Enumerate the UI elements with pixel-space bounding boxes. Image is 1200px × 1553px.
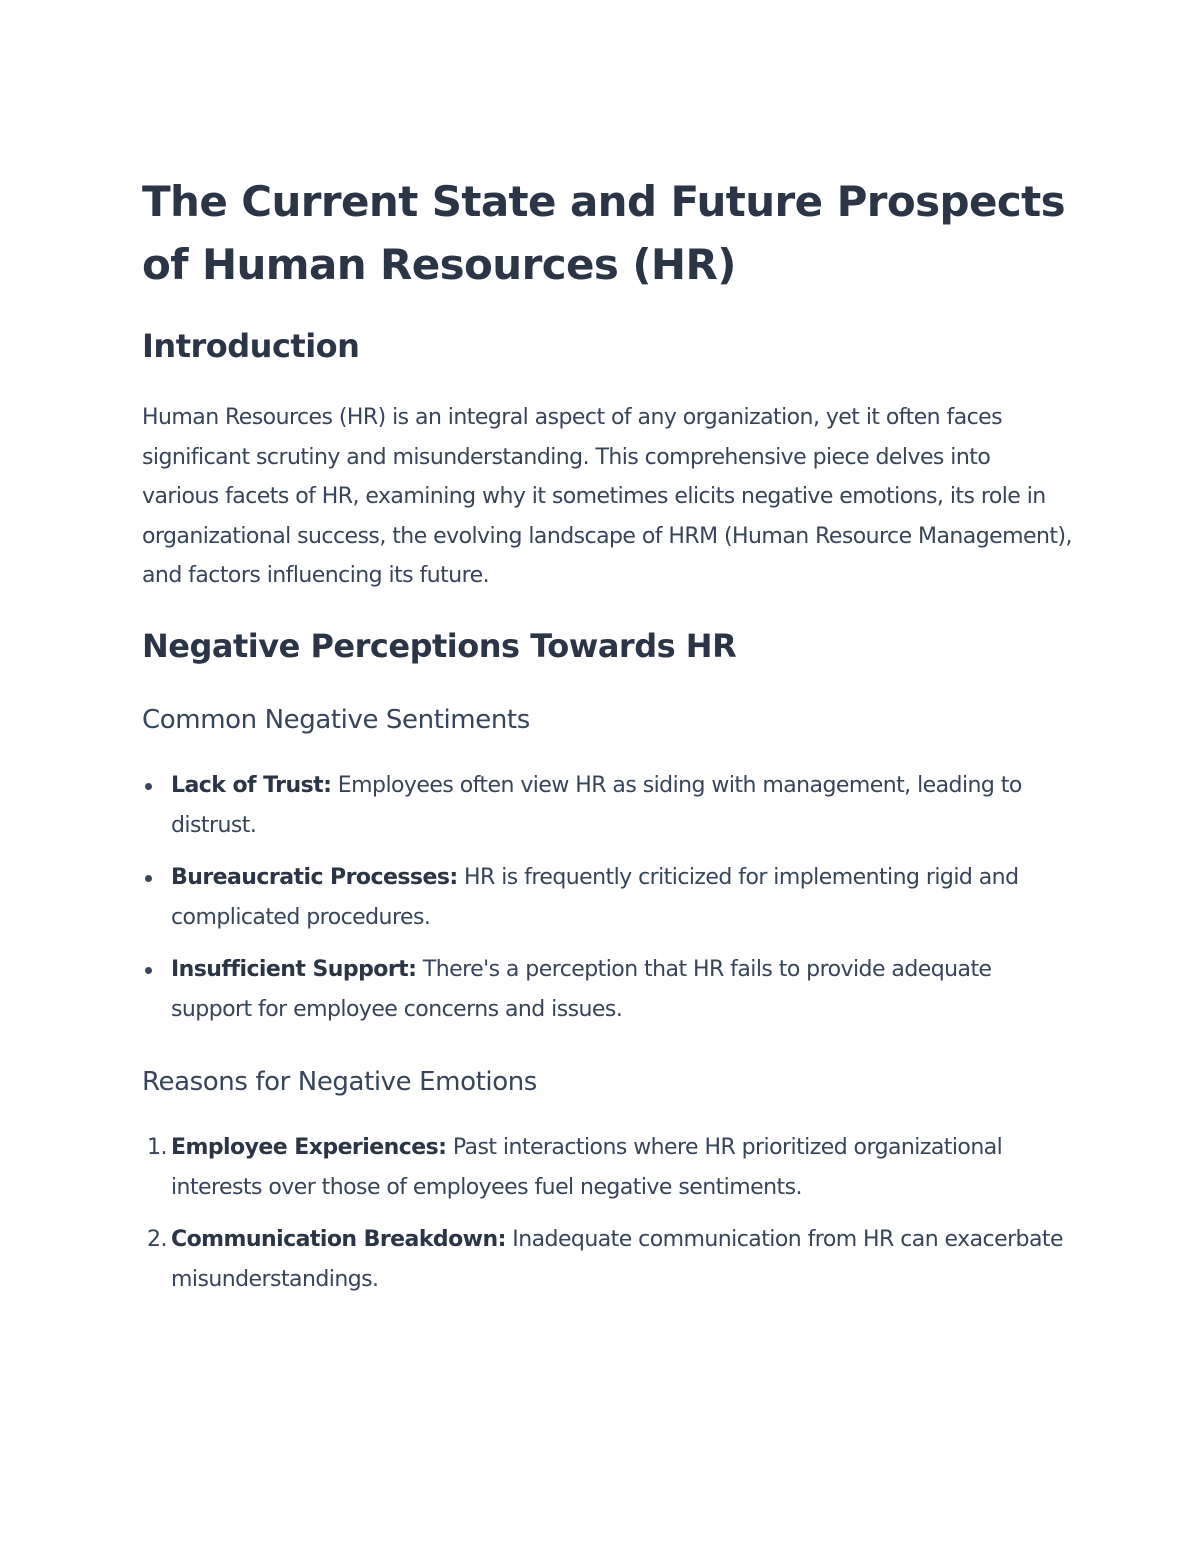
item-text: HR is frequently criticized for implementing rigid and complicated procedures. xyxy=(171,864,1019,930)
section-heading-introduction: Introduction xyxy=(142,327,360,365)
item-term-colon: : xyxy=(323,772,332,798)
document-title: The Current State and Future Prospects of Human Resources (HR) xyxy=(142,177,1066,289)
item-text: Employees often view HR as siding with management, leading to distrust. xyxy=(171,772,1022,838)
item-text: Past interactions where HR prioritized organizational interests over those of employees fuel negative sentiments. xyxy=(171,1134,1003,1200)
list-item xyxy=(171,766,1072,846)
item-term-colon: : xyxy=(449,864,458,890)
bullet-icon xyxy=(145,875,152,882)
section-heading-negative-perceptions: Negative Perceptions Towards HR xyxy=(142,626,737,665)
item-term: Bureaucratic Processes xyxy=(171,864,450,890)
item-term: Insufficient Support xyxy=(171,956,409,982)
list-item xyxy=(147,1128,1072,1208)
bullet-icon xyxy=(145,783,152,790)
document-page xyxy=(142,170,1072,1312)
item-term: Lack of Trust xyxy=(171,772,324,798)
item-text: Inadequate communication from HR can exacerbate misunderstandings. xyxy=(171,1226,1063,1292)
sentiments-list xyxy=(142,766,1072,1030)
list-number: 2. xyxy=(147,1226,167,1252)
reasons-list xyxy=(142,1128,1072,1300)
list-number: 1. xyxy=(147,1134,167,1160)
item-term: Employee Experiences xyxy=(171,1134,439,1160)
list-item xyxy=(171,858,1072,938)
introduction-paragraph: Human Resources (HR) is an integral aspect of any organization, yet it often faces significant scrutiny and misunderstanding. This comprehensive piece delves into various facets of HR, examining why it sometimes elicits negative emotions, its role in organizational success, the evolving landscape of HRM (Human Resource Management), and factors influencing its future. xyxy=(142,405,1072,589)
item-term-colon: : xyxy=(497,1226,506,1252)
subheading-reasons-for-negative-emotions: Reasons for Negative Emotions xyxy=(142,1066,537,1097)
subheading-common-negative-sentiments: Common Negative Sentiments xyxy=(142,704,530,735)
item-term: Communication Breakdown xyxy=(171,1226,498,1252)
list-item xyxy=(171,950,1072,1030)
item-term-colon: : xyxy=(408,956,417,982)
list-item xyxy=(147,1220,1072,1300)
bullet-icon xyxy=(145,967,152,974)
item-term-colon: : xyxy=(438,1134,447,1160)
item-text: There's a perception that HR fails to provide adequate support for employee concerns and issues. xyxy=(171,956,992,1022)
